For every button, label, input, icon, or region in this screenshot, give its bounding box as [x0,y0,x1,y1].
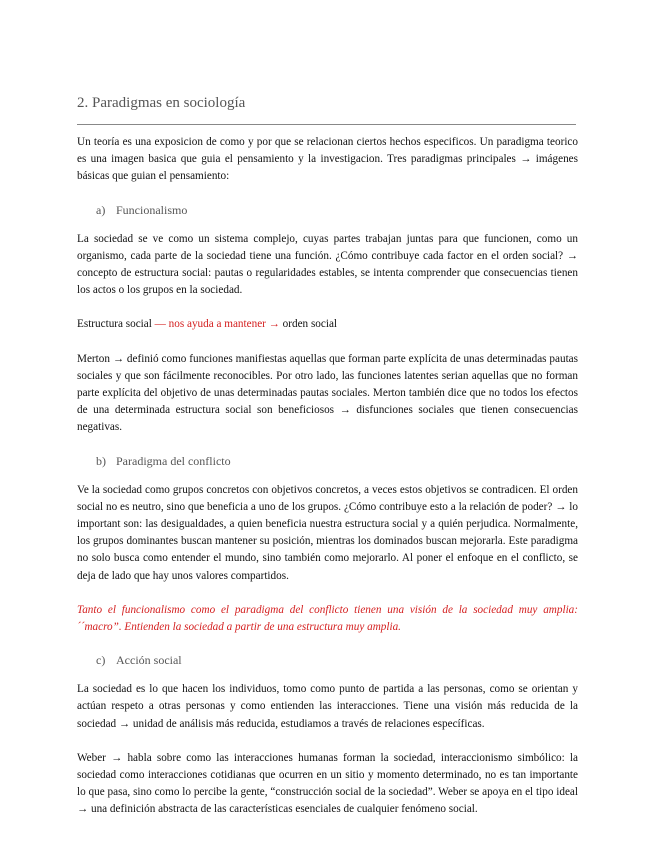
estructura-pre: Estructura social [77,318,155,331]
conflicto-note: Tanto el funcionalismo como el paradigma del conflicto tienen una visión de la sociedad muy amplia: ´´macro”. Entienden la sociedad a partir de una estructura muy amplia. [77,603,578,634]
conflicto-paragraph-1: Ve la sociedad como grupos concretos con objetivos concretos, a veces estos objetivos se contradicen. El orden social no es neutro, sino que beneficia a uno de los grupos. ¿Cómo contribuye esto a la relación de poder? → lo important son: las desigualdades, a quien beneficia nuestra estructura social y a quién perjudica. Normalmente, los grupos dominantes buscan mantener su posición, mientras los dominados buscan mejorarla. Este paradigma no solo busca como entender el mundo, sino también como mejorarlo. Al poner el enfoque en el conflicto, se deja de lado que hay unos valores compartidos. [77,483,578,582]
list-label: c) [96,653,106,668]
section-title: 2. Paradigmas en sociología [77,95,246,111]
list-label: a) [96,202,106,217]
title-divider [77,124,576,125]
subheading-text: Acción social [116,653,182,668]
intro-paragraph: Un teoría es una exposicion de como y por que se relacionan ciertos hechos especificos. Un paradigma teorico es una imagen basica que guia el pensamiento y la investigacion. Tres paradigmas principales → imágenes básicas que guian el pensamiento: [77,136,578,183]
estructura-post: orden social [279,318,338,331]
accion-paragraph-1: La sociedad es lo que hacen los individuos, tomo como punto de partida a las personas, como se orientan y actúan respeto a otras personas y como entienden las interacciones. Tiene una visión más reducida de la sociedad → unidad de análisis más reducida, estudiamos a través de relaciones específicas. [77,683,578,730]
estructura-line [77,316,578,333]
estructura-highlight: — nos ayuda a mantener → [154,318,280,331]
subheading-text: Funcionalismo [116,202,188,217]
subheading-accion [77,653,578,668]
funcionalismo-paragraph-1: La sociedad se ve como un sistema complejo, cuyas partes trabajan juntas para que funcionen, como un organismo, cada parte de la sociedad tiene una función. ¿Cómo contribuye cada factor en el orden social? → concepto de estructura social: pautas o regularidades estables, se intenta comprender que consecuencias tienen los actos o los grupos en la sociedad. [77,232,578,297]
subheading-conflicto [77,454,578,469]
list-label: b) [96,453,106,468]
subheading-funcionalismo [77,203,578,218]
subheading-text: Paradigma del conflicto [116,453,231,468]
document-body [77,134,578,819]
accion-paragraph-2: Weber → habla sobre como las interacciones humanas forman la sociedad, interaccionismo simbólico: la sociedad como interacciones cotidianas que ocurren en un sitio y momento determinado, no es tan importante lo que pasa, sino como lo percibe la gente, “construcción social de la sociedad”. Weber se apoya en el tipo ideal → una definición abstracta de las características esenciales de cualquier fenómeno social. [77,751,578,816]
funcionalismo-paragraph-2: Merton → definió como funciones manifiestas aquellas que forman parte explícita de unas determinadas pautas sociales y que son fácilmente reconocibles. Por otro lado, las funciones latentes serian aquellas que no forman parte explícita del objetivo de unas determinadas pautas sociales. Merton también dice que no todos los efectos de una determinada estructura social son beneficiosos → disfunciones sociales que tienen consecuencias negativas. [77,352,578,434]
